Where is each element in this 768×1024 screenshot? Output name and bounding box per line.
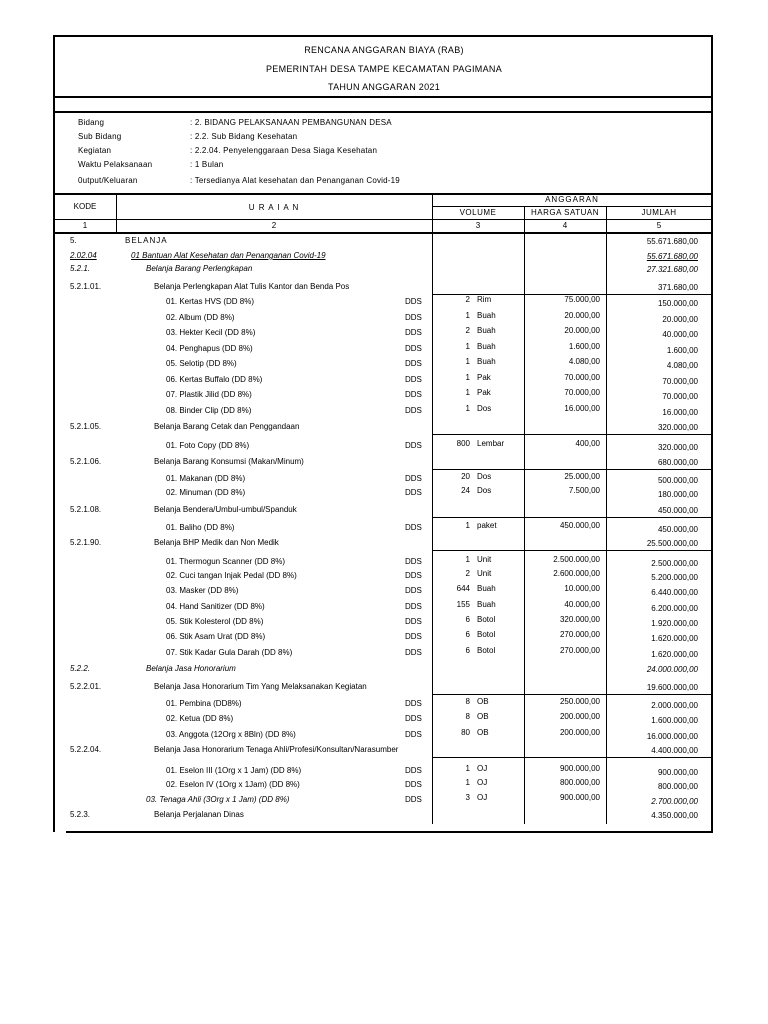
row-harga-satuan: 7.500,00 <box>568 486 600 495</box>
row-satuan: Buah <box>477 600 496 609</box>
row-jumlah: 320.000,00 <box>657 443 698 452</box>
row-volume: 8 <box>465 712 470 721</box>
section-underline <box>432 434 712 435</box>
row-uraian: 03. Tenaga Ahli (3Org x 1 Jam) (DD 8%) <box>146 795 290 804</box>
row-jumlah: 1.620.000,00 <box>651 634 698 643</box>
row-volume: 1 <box>465 373 470 382</box>
row-satuan: Buah <box>477 326 496 335</box>
title-rab: RENCANA ANGGARAN BIAYA (RAB) <box>304 45 464 55</box>
section-underline <box>432 517 712 518</box>
row-harga-satuan: 70.000,00 <box>564 373 600 382</box>
row-uraian: Belanja Barang Konsumsi (Makan/Minum) <box>154 457 304 466</box>
row-harga-satuan: 270.000,00 <box>559 630 600 639</box>
header-numbers-bottom <box>54 232 712 234</box>
row-harga-satuan: 2.600.000,00 <box>553 569 600 578</box>
row-harga-satuan: 200.000,00 <box>559 728 600 737</box>
header-divider-2 <box>54 111 712 113</box>
row-harga-satuan: 20.000,00 <box>564 311 600 320</box>
anggaran-divider <box>432 206 712 207</box>
section-underline <box>432 694 712 695</box>
row-volume: 1 <box>465 778 470 787</box>
row-satuan: OB <box>477 712 489 721</box>
row-jumlah: 6.440.000,00 <box>651 588 698 597</box>
row-kode: 5.2.1.08. <box>70 505 102 514</box>
row-uraian: 03. Hekter Kecil (DD 8%) <box>166 328 256 337</box>
row-sumber: DDS <box>405 441 422 450</box>
row-uraian: Belanja Perjalanan Dinas <box>154 810 244 819</box>
row-uraian: 05. Selotip (DD 8%) <box>166 359 237 368</box>
row-uraian: 06. Stik Asam Urat (DD 8%) <box>166 632 266 641</box>
row-uraian: 01. Foto Copy (DD 8%) <box>166 441 250 450</box>
row-uraian: 04. Penghapus (DD 8%) <box>166 344 253 353</box>
row-jumlah: 320.000,00 <box>657 423 698 432</box>
row-kode: 2.02.04 <box>70 251 97 260</box>
row-uraian: 02. Ketua (DD 8%) <box>166 714 234 723</box>
info-value: : 2.2. Sub Bidang Kesehatan <box>190 132 298 141</box>
row-uraian: 02. Minuman (DD 8%) <box>166 488 246 497</box>
row-jumlah: 55.671.680,00 <box>646 252 698 261</box>
col-jumlah-header: JUMLAH <box>641 208 677 217</box>
col-anggaran-header: ANGGARAN <box>545 195 599 204</box>
row-volume: 2 <box>465 326 470 335</box>
row-jumlah: 16.000.000,00 <box>646 732 698 741</box>
row-harga-satuan: 200.000,00 <box>559 712 600 721</box>
row-volume: 3 <box>465 793 470 802</box>
row-jumlah: 70.000,00 <box>662 392 698 401</box>
row-jumlah: 4.350.000,00 <box>651 811 698 820</box>
row-uraian: 02. Album (DD 8%) <box>166 313 235 322</box>
row-jumlah: 1.600,00 <box>666 346 698 355</box>
row-kode: 5.2.2.04. <box>70 745 102 754</box>
row-sumber: DDS <box>405 602 422 611</box>
row-volume: 20 <box>461 472 470 481</box>
row-satuan: Buah <box>477 357 496 366</box>
row-kode: 5.2.2. <box>70 664 91 673</box>
row-jumlah: 900.000,00 <box>657 768 698 777</box>
row-volume: 1 <box>465 555 470 564</box>
row-sumber: DDS <box>405 714 422 723</box>
header-numbers-top <box>54 219 712 220</box>
row-harga-satuan: 800.000,00 <box>559 778 600 787</box>
row-uraian: 03. Anggota (12Org x 8Bln) (DD 8%) <box>166 730 296 739</box>
row-harga-satuan: 16.000,00 <box>564 404 600 413</box>
col-uraian-header: U R A I A N <box>248 203 300 212</box>
row-harga-satuan: 2.500.000,00 <box>553 555 600 564</box>
title-pemerintah: PEMERINTAH DESA TAMPE KECAMATAN PAGIMANA <box>265 64 503 74</box>
col-harga-header: HARGA SATUAN <box>530 208 600 217</box>
row-jumlah: 1.920.000,00 <box>651 619 698 628</box>
row-sumber: DDS <box>405 359 422 368</box>
info-label: Bidang <box>78 118 105 127</box>
row-uraian: Belanja Jasa Honorarium <box>146 664 236 673</box>
row-sumber: DDS <box>405 488 422 497</box>
col-num-4: 4 <box>562 221 568 230</box>
row-kode: 5.2.1.05. <box>70 422 102 431</box>
row-sumber: DDS <box>405 313 422 322</box>
row-jumlah: 55.671.680,00 <box>646 237 698 246</box>
row-uraian: BELANJA <box>125 236 168 245</box>
row-harga-satuan: 900.000,00 <box>559 764 600 773</box>
row-satuan: Lembar <box>477 439 505 448</box>
row-sumber: DDS <box>405 297 422 306</box>
row-satuan: OJ <box>477 764 488 773</box>
info-label: Sub Bidang <box>78 132 122 141</box>
row-harga-satuan: 20.000,00 <box>564 326 600 335</box>
row-harga-satuan: 75.000,00 <box>564 295 600 304</box>
info-label: Waktu Pelaksanaan <box>78 160 153 169</box>
row-uraian: 08. Binder Clip (DD 8%) <box>166 406 252 415</box>
row-volume: 1 <box>465 404 470 413</box>
row-harga-satuan: 70.000,00 <box>564 388 600 397</box>
row-sumber: DDS <box>405 780 422 789</box>
row-jumlah: 25.500.000,00 <box>646 539 698 548</box>
row-satuan: Buah <box>477 342 496 351</box>
row-jumlah: 180.000,00 <box>657 490 698 499</box>
row-volume: 8 <box>465 697 470 706</box>
row-volume: 6 <box>465 630 470 639</box>
row-uraian: Belanja Barang Perlengkapan <box>146 264 253 273</box>
row-jumlah: 450.000,00 <box>657 506 698 515</box>
row-sumber: DDS <box>405 474 422 483</box>
row-jumlah: 680.000,00 <box>657 458 698 467</box>
row-harga-satuan: 40.000,00 <box>564 600 600 609</box>
row-sumber: DDS <box>405 328 422 337</box>
row-uraian: 01. Makanan (DD 8%) <box>166 474 246 483</box>
row-volume: 1 <box>465 357 470 366</box>
row-satuan: Buah <box>477 584 496 593</box>
row-uraian: 01. Eselon III (1Org x 1 Jam) (DD 8%) <box>166 766 302 775</box>
row-jumlah: 800.000,00 <box>657 782 698 791</box>
row-jumlah: 70.000,00 <box>662 377 698 386</box>
row-jumlah: 20.000,00 <box>662 315 698 324</box>
row-harga-satuan: 270.000,00 <box>559 646 600 655</box>
row-satuan: OJ <box>477 778 488 787</box>
row-satuan: Buah <box>477 311 496 320</box>
row-satuan: Botol <box>477 615 496 624</box>
bottom-border <box>66 831 713 833</box>
col-num-3: 3 <box>475 221 481 230</box>
row-satuan: Unit <box>477 569 492 578</box>
row-satuan: Botol <box>477 646 496 655</box>
col-num-1: 1 <box>82 221 88 230</box>
row-satuan: Dos <box>477 472 492 481</box>
row-volume: 6 <box>465 646 470 655</box>
row-sumber: DDS <box>405 406 422 415</box>
row-satuan: Pak <box>477 388 491 397</box>
row-kode: 5.2.1.06. <box>70 457 102 466</box>
row-uraian: 06. Kertas Buffalo (DD 8%) <box>166 375 263 384</box>
info-value: : 2. BIDANG PELAKSANAAN PEMBANGUNAN DESA <box>190 118 392 127</box>
row-sumber: DDS <box>405 344 422 353</box>
row-harga-satuan: 250.000,00 <box>559 697 600 706</box>
row-jumlah: 4.400.000,00 <box>651 746 698 755</box>
row-satuan: Pak <box>477 373 491 382</box>
row-kode: 5. <box>70 236 77 245</box>
row-sumber: DDS <box>405 766 422 775</box>
row-jumlah: 2.500.000,00 <box>651 559 698 568</box>
section-underline <box>432 550 712 551</box>
row-harga-satuan: 320.000,00 <box>559 615 600 624</box>
section-underline <box>432 469 712 470</box>
row-sumber: DDS <box>405 523 422 532</box>
row-volume: 155 <box>456 600 470 609</box>
row-jumlah: 450.000,00 <box>657 525 698 534</box>
row-volume: 2 <box>465 569 470 578</box>
header-divider-1 <box>54 96 712 98</box>
row-uraian: 02. Cuci tangan Injak Pedal (DD 8%) <box>166 571 297 580</box>
row-jumlah: 6.200.000,00 <box>651 604 698 613</box>
row-jumlah: 2.000.000,00 <box>651 701 698 710</box>
row-sumber: DDS <box>405 730 422 739</box>
row-jumlah: 24.000.000,00 <box>646 665 698 674</box>
row-uraian: 01. Thermogun Scanner (DD 8%) <box>166 557 286 566</box>
row-satuan: OB <box>477 728 489 737</box>
row-volume: 1 <box>465 311 470 320</box>
section-underline <box>432 757 712 758</box>
row-uraian: Belanja Bendera/Umbul-umbul/Spanduk <box>154 505 297 514</box>
col-num-2: 2 <box>271 221 277 230</box>
row-satuan: Rim <box>477 295 492 304</box>
row-kode: 5.2.1.90. <box>70 538 102 547</box>
row-volume: 644 <box>456 584 470 593</box>
info-label: 0utput/Keluaran <box>78 176 138 185</box>
info-label: Kegiatan <box>78 146 112 155</box>
row-uraian: 01. Pembina (DD8%) <box>166 699 242 708</box>
row-satuan: paket <box>477 521 497 530</box>
row-uraian: Belanja Perlengkapan Alat Tulis Kantor dan Benda Pos <box>154 282 350 291</box>
row-volume: 1 <box>465 388 470 397</box>
row-harga-satuan: 25.000,00 <box>564 472 600 481</box>
row-sumber: DDS <box>405 632 422 641</box>
row-kode: 5.2.2.01. <box>70 682 102 691</box>
row-jumlah: 500.000,00 <box>657 476 698 485</box>
row-harga-satuan: 400,00 <box>575 439 600 448</box>
col-num-5: 5 <box>656 221 662 230</box>
row-jumlah: 2.700.000,00 <box>651 797 698 806</box>
col-volume-header: VOLUME <box>459 208 497 217</box>
row-sumber: DDS <box>405 795 422 804</box>
row-uraian: Belanja BHP Medik dan Non Medik <box>154 538 279 547</box>
row-uraian: Belanja Jasa Honorarium Tenaga Ahli/Profesi/Konsultan/Narasumber <box>154 745 399 754</box>
row-kode: 5.2.1.01. <box>70 282 102 291</box>
row-uraian: 02. Eselon IV (1Org x 1Jam) (DD 8%) <box>166 780 300 789</box>
row-uraian: 01. Kertas HVS (DD 8%) <box>166 297 255 306</box>
row-uraian: 01 Bantuan Alat Kesehatan dan Penanganan Covid-19 <box>131 251 326 260</box>
row-uraian: 07. Stik Kadar Gula Darah (DD 8%) <box>166 648 293 657</box>
row-satuan: OJ <box>477 793 488 802</box>
row-harga-satuan: 450.000,00 <box>559 521 600 530</box>
title-tahun: TAHUN ANGGARAN 2021 <box>327 82 441 92</box>
row-harga-satuan: 4.080,00 <box>568 357 600 366</box>
row-volume: 1 <box>465 764 470 773</box>
row-jumlah: 27.321.680,00 <box>646 265 698 274</box>
info-value: : 2.2.04. Penyelenggaraan Desa Siaga Kesehatan <box>190 146 378 155</box>
row-kode: 5.2.3. <box>70 810 91 819</box>
row-volume: 800 <box>456 439 470 448</box>
row-jumlah: 1.600.000,00 <box>651 716 698 725</box>
row-uraian: 05. Stik Kolesterol (DD 8%) <box>166 617 264 626</box>
row-jumlah: 5.200.000,00 <box>651 573 698 582</box>
row-jumlah: 371.680,00 <box>657 283 698 292</box>
row-uraian: Belanja Jasa Honorarium Tim Yang Melaksanakan Kegiatan <box>154 682 367 691</box>
row-jumlah: 1.620.000,00 <box>651 650 698 659</box>
row-volume: 1 <box>465 342 470 351</box>
row-harga-satuan: 900.000,00 <box>559 793 600 802</box>
row-volume: 2 <box>465 295 470 304</box>
row-satuan: Unit <box>477 555 492 564</box>
row-uraian: 03. Masker (DD 8%) <box>166 586 239 595</box>
row-sumber: DDS <box>405 586 422 595</box>
row-satuan: Dos <box>477 404 492 413</box>
row-jumlah: 16.000,00 <box>662 408 698 417</box>
row-uraian: Belanja Barang Cetak dan Penggandaan <box>154 422 300 431</box>
row-satuan: Botol <box>477 630 496 639</box>
row-satuan: Dos <box>477 486 492 495</box>
row-sumber: DDS <box>405 699 422 708</box>
info-value: : Tersedianya Alat kesehatan dan Penanganan Covid-19 <box>190 176 400 185</box>
row-uraian: 01. Baliho (DD 8%) <box>166 523 235 532</box>
row-uraian: 07. Plastik Jilid (DD 8%) <box>166 390 252 399</box>
row-sumber: DDS <box>405 557 422 566</box>
info-value: : 1 Bulan <box>190 160 224 169</box>
row-sumber: DDS <box>405 375 422 384</box>
row-volume: 1 <box>465 521 470 530</box>
row-kode: 5.2.1. <box>70 264 91 273</box>
row-jumlah: 40.000,00 <box>662 330 698 339</box>
row-harga-satuan: 1.600,00 <box>568 342 600 351</box>
row-jumlah: 150.000,00 <box>657 299 698 308</box>
row-volume: 24 <box>461 486 470 495</box>
row-sumber: DDS <box>405 648 422 657</box>
row-satuan: OB <box>477 697 489 706</box>
col-kode-header: KODE <box>73 202 97 211</box>
row-sumber: DDS <box>405 617 422 626</box>
row-sumber: DDS <box>405 571 422 580</box>
row-volume: 6 <box>465 615 470 624</box>
row-jumlah: 4.080,00 <box>666 361 698 370</box>
row-uraian: 04. Hand Sanitizer (DD 8%) <box>166 602 265 611</box>
row-volume: 80 <box>461 728 470 737</box>
row-harga-satuan: 10.000,00 <box>564 584 600 593</box>
row-jumlah: 19.600.000,00 <box>646 683 698 692</box>
row-sumber: DDS <box>405 390 422 399</box>
